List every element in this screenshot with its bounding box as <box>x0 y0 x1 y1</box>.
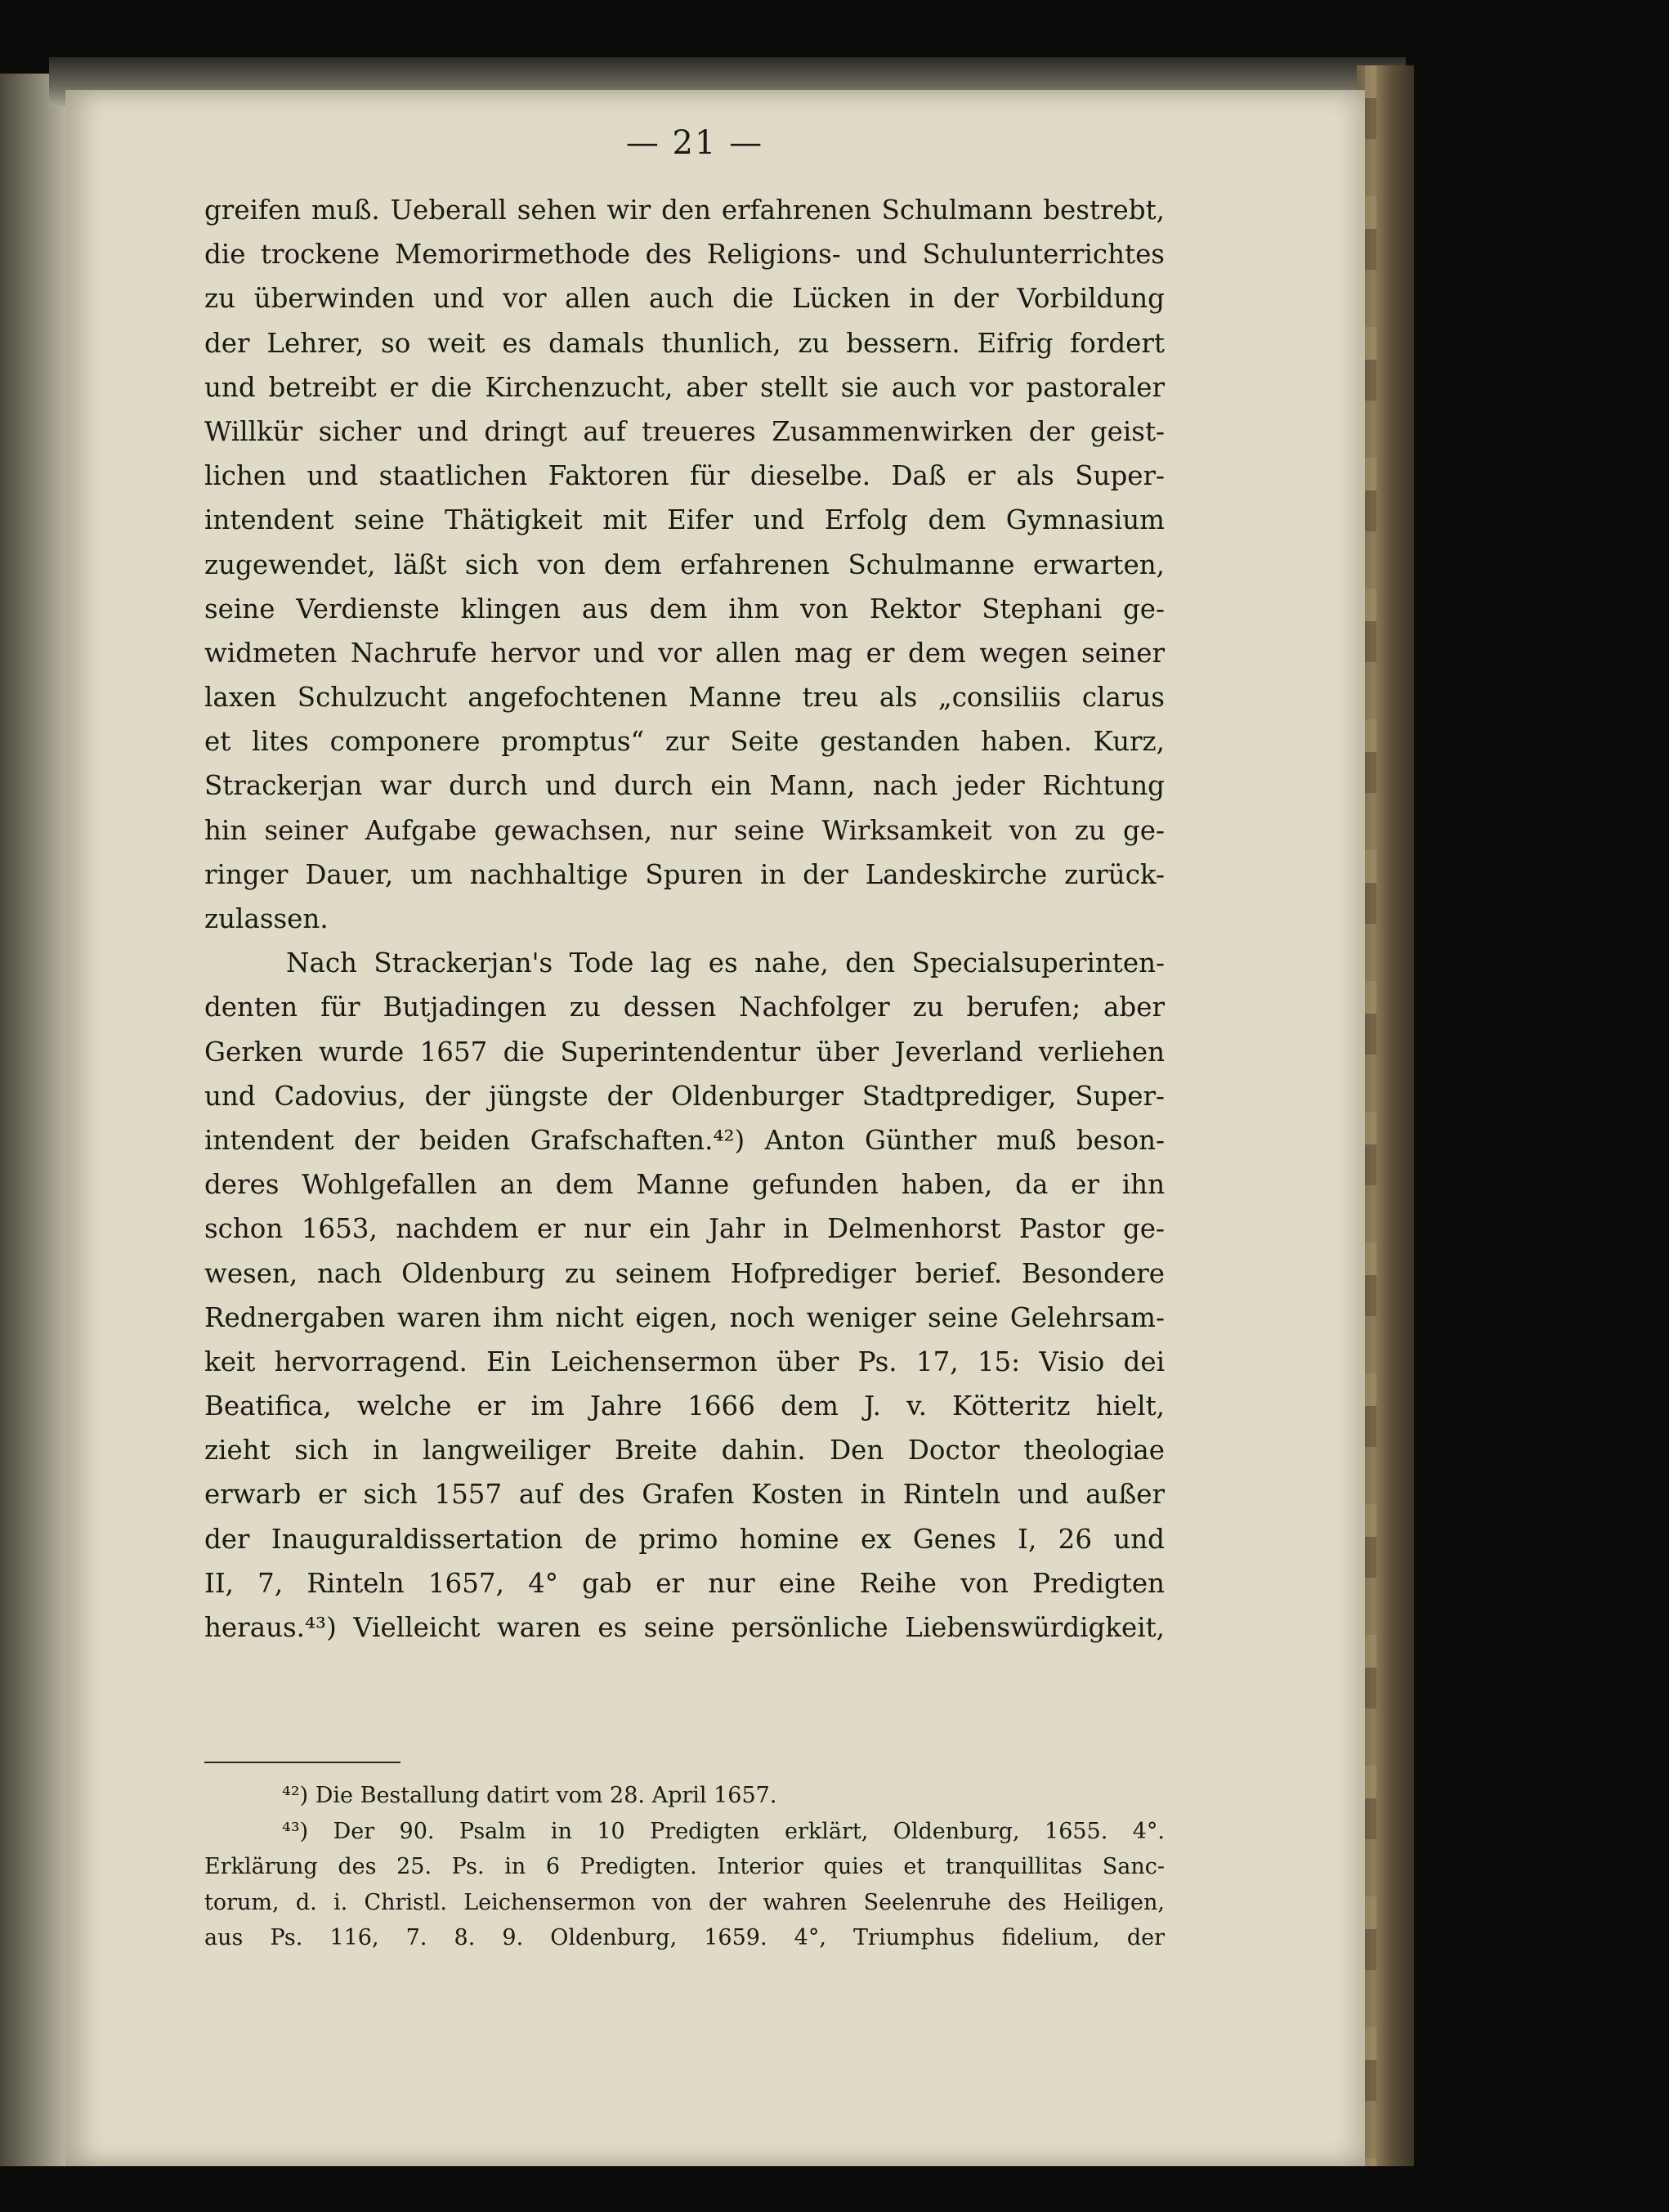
text-line: der Inauguraldissertation de primo homine ex Genes I, 26 und <box>204 1523 1165 1555</box>
text-line: lichen und staatlichen Faktoren für dieselbe. Daß er als Super- <box>204 460 1165 492</box>
text-line: seine Verdienste klingen aus dem ihm von Rektor Stephani ge- <box>204 593 1165 625</box>
text-line: und Cadovius, der jüngste der Oldenburger Stadtprediger, Super- <box>204 1080 1165 1112</box>
footnote-line: Erklärung des 25. Ps. in 6 Predigten. Interior quies et tranquillitas Sanc- <box>204 1854 1165 1879</box>
text-line: zulassen. <box>204 903 329 934</box>
text-line: Willkür sicher und dringt auf treueres Zusammenwirken der geist- <box>204 415 1165 447</box>
text-line: widmeten Nachrufe hervor und vor allen mag er dem wegen seiner <box>204 637 1165 669</box>
text-line: Beatifica, welche er im Jahre 1666 dem J. v. Kötteritz hielt, <box>204 1390 1165 1422</box>
text-line: zugewendet, läßt sich von dem erfahrenen Schulmanne erwarten, <box>204 549 1165 580</box>
footnotes <box>204 1778 1165 1956</box>
text-line: denten für Butjadingen zu dessen Nachfolger zu berufen; aber <box>204 992 1165 1023</box>
text-line: zu überwinden und vor allen auch die Lücken in der Vorbildung <box>204 283 1165 315</box>
cover-edge <box>1357 65 1414 2166</box>
text-line: intendent seine Thätigkeit mit Eifer und Erfolg dem Gymnasium <box>204 504 1165 536</box>
text-line: hin seiner Aufgabe gewachsen, nur seine Wirksamkeit von zu ge- <box>204 814 1165 846</box>
footnote-line: ⁴³) Der 90. Psalm in 10 Predigten erklärt, Oldenburg, 1655. 4°. <box>282 1818 1165 1844</box>
text-line: intendent der beiden Grafschaften.⁴²) Anton Günther muß beson- <box>204 1124 1165 1156</box>
footnote-rule <box>204 1762 400 1763</box>
text-line: greifen muß. Ueberall sehen wir den erfahrenen Schulmann bestrebt, <box>204 195 1165 226</box>
text-line: und betreibt er die Kirchenzucht, aber stellt sie auch vor pastoraler <box>204 371 1165 403</box>
text-line: Rednergaben waren ihm nicht eigen, noch weniger seine Gelehrsam- <box>204 1301 1165 1333</box>
text-line: Nach Strackerjan's Tode lag es nahe, den Specialsuperinten- <box>286 947 1165 979</box>
text-line: zieht sich in langweiliger Breite dahin. Den Doctor theologiae <box>204 1435 1165 1466</box>
text-line: II, 7, Rinteln 1657, 4° gab er nur eine Reihe von Predigten <box>204 1567 1165 1599</box>
text-line: erwarb er sich 1557 auf des Grafen Kosten in Rinteln und außer <box>204 1479 1165 1511</box>
text-line: heraus.⁴³) Vielleicht waren es seine persönliche Liebenswürdigkeit, <box>204 1612 1165 1643</box>
text-line: Gerken wurde 1657 die Superintendentur über Jeverland verliehen <box>204 1036 1165 1068</box>
text-line: ringer Dauer, um nachhaltige Spuren in der Landeskirche zurück- <box>204 858 1165 890</box>
text-line: wesen, nach Oldenburg zu seinem Hofprediger berief. Besondere <box>204 1257 1165 1289</box>
text-line: deres Wohlgefallen an dem Manne gefunden haben, da er ihn <box>204 1169 1165 1201</box>
body-text <box>204 188 1165 1650</box>
text-line: schon 1653, nachdem er nur ein Jahr in Delmenhorst Pastor ge- <box>204 1213 1165 1245</box>
left-page-edge <box>0 74 67 2166</box>
text-line: keit hervorragend. Ein Leichensermon über Ps. 17, 15: Visio dei <box>204 1346 1165 1377</box>
text-line: Strackerjan war durch und durch ein Mann, nach jeder Richtung <box>204 770 1165 802</box>
footnote-line: ⁴²) Die Bestallung datirt vom 28. April 1657. <box>282 1783 777 1808</box>
page-number: — 21 — <box>625 124 764 162</box>
text-line: et lites componere promptus“ zur Seite gestanden haben. Kurz, <box>204 726 1165 758</box>
footnote-line: torum, d. i. Christl. Leichensermon von der wahren Seelenruhe des Heiligen, <box>204 1889 1165 1915</box>
text-line: laxen Schulzucht angefochtenen Manne treu als „consiliis clarus <box>204 682 1165 714</box>
text-line: die trockene Memorirmethode des Religions- und Schulunterrichtes <box>204 239 1165 271</box>
footnote-line: aus Ps. 116, 7. 8. 9. Oldenburg, 1659. 4°, Triumphus fidelium, der <box>204 1925 1165 1950</box>
text-line: der Lehrer, so weit es damals thunlich, zu bessern. Eifrig fordert <box>204 327 1165 359</box>
